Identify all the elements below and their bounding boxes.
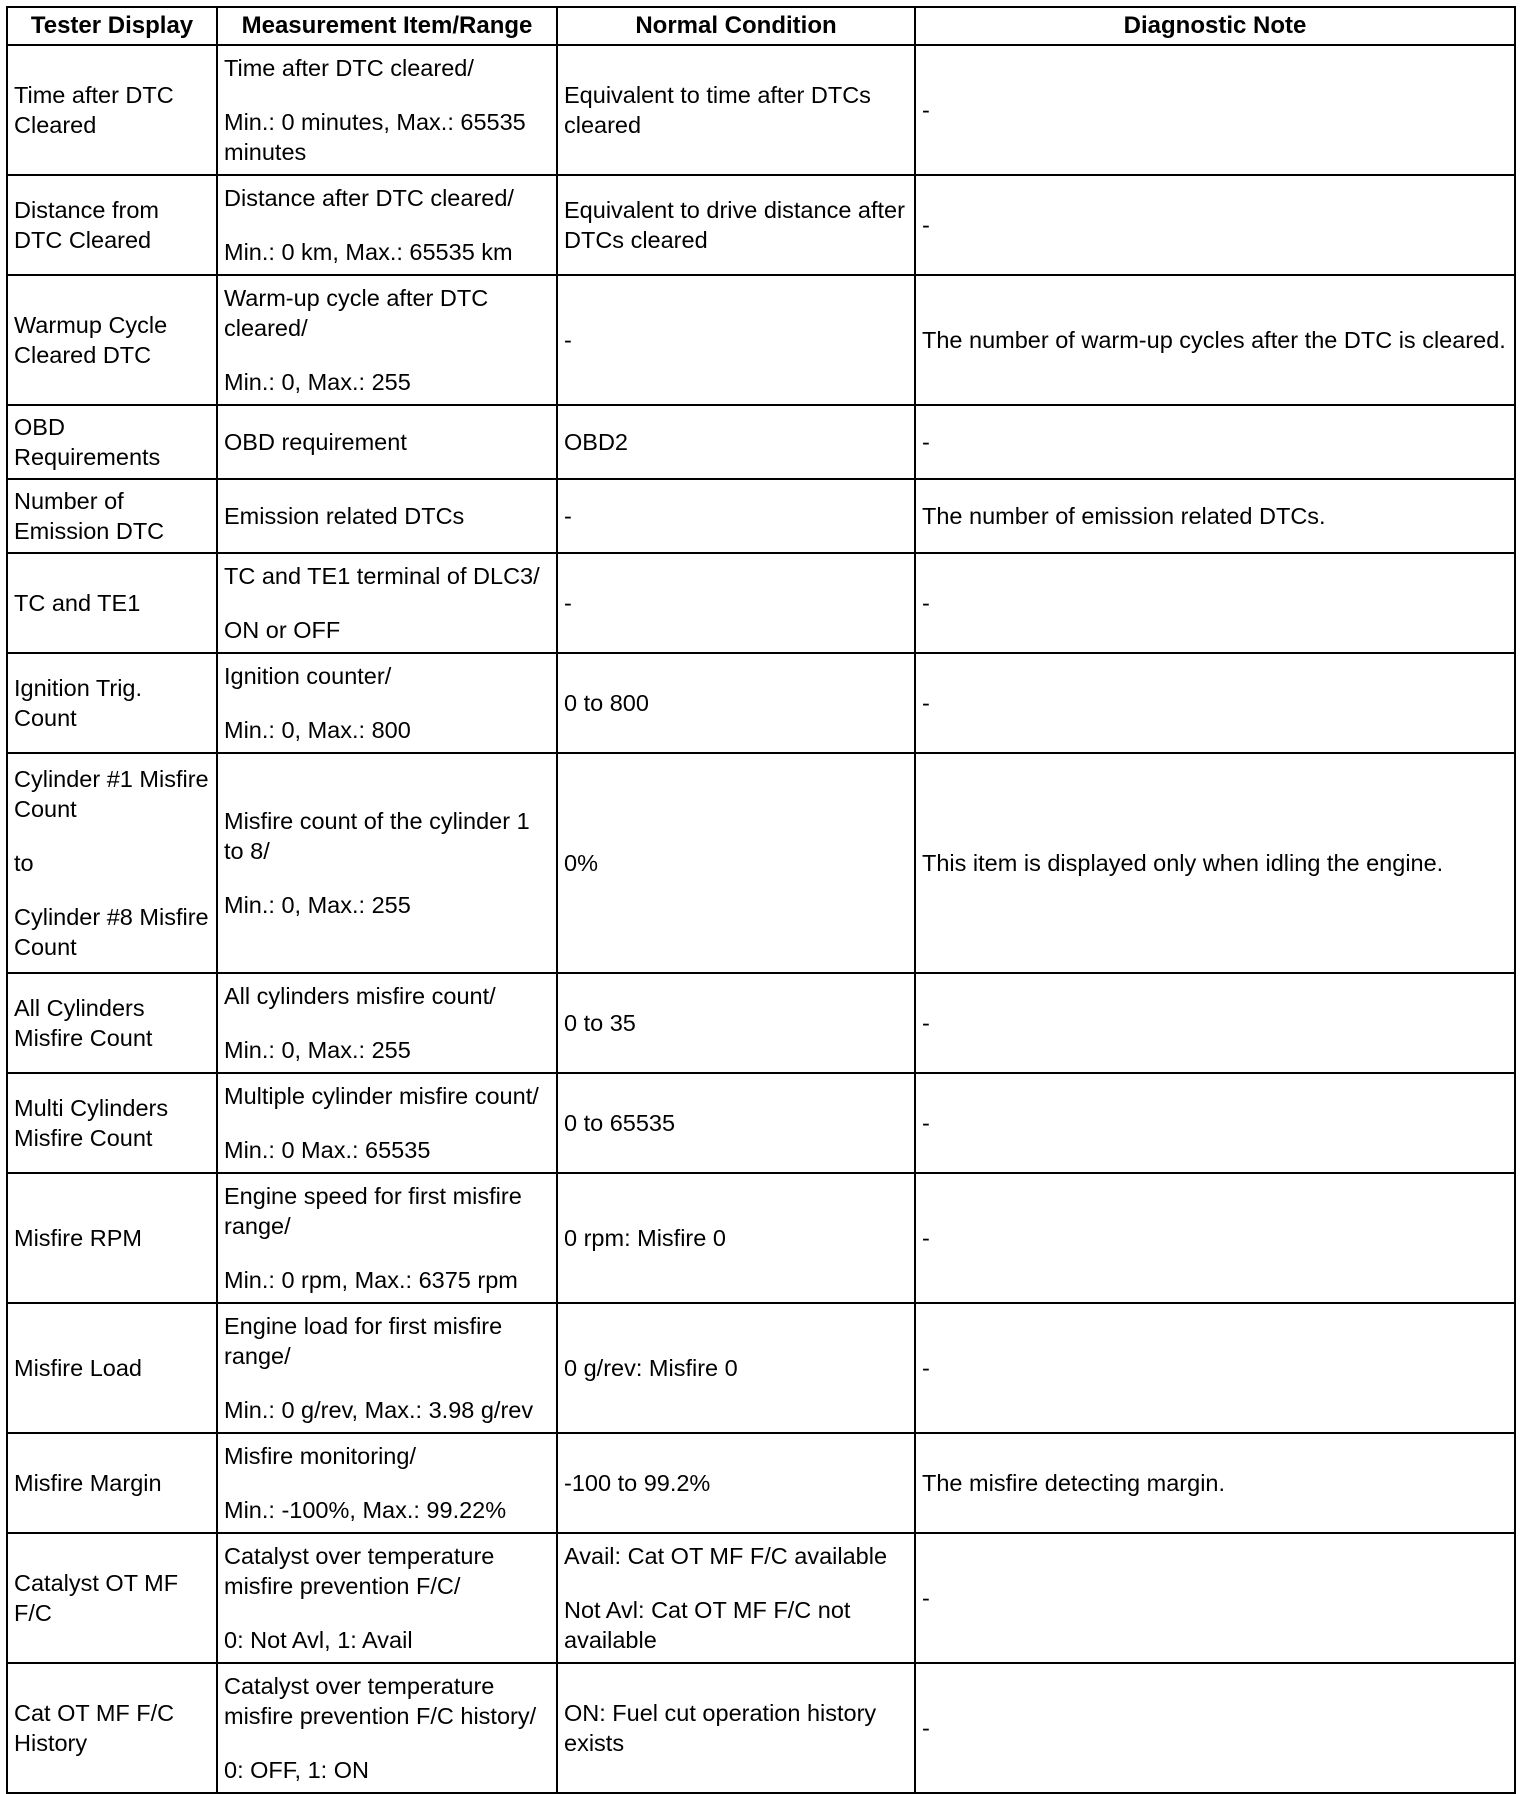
cell-measurement-item-range-text: Min.: 0, Max.: 255: [224, 1037, 411, 1063]
cell-tester-display-text: Cylinder #8 Misfire Count: [14, 904, 209, 960]
cell-tester-display-text: Distance from DTC Cleared: [14, 197, 159, 253]
cell-tester-display: [7, 1533, 217, 1663]
cell-diagnostic-note-text: This item is displayed only when idling the engine.: [922, 850, 1444, 876]
cell-measurement-item-range-text: Time after DTC cleared/: [224, 55, 474, 81]
table-header-row: [7, 7, 1515, 45]
cell-measurement-item-range-text: Catalyst over temperature misfire prevention F/C/: [224, 1543, 495, 1599]
cell-measurement-item-range-text: Min.: 0, Max.: 255: [224, 369, 411, 395]
cell-diagnostic-note: [915, 1533, 1515, 1663]
cell-measurement-item-range-text: Min.: 0 Max.: 65535: [224, 1137, 431, 1163]
cell-diagnostic-note: [915, 1073, 1515, 1173]
cell-tester-display-text: Catalyst OT MF F/C: [14, 1570, 179, 1626]
cell-diagnostic-note-text: -: [922, 1110, 930, 1136]
cell-measurement-item-range: [217, 275, 557, 405]
cell-tester-display: [7, 1433, 217, 1533]
cell-measurement-item-range: [217, 1663, 557, 1793]
header-tester-display: Tester Display: [7, 7, 217, 45]
table-row: [7, 45, 1515, 175]
cell-diagnostic-note: [915, 1433, 1515, 1533]
cell-measurement-item-range-text: Multiple cylinder misfire count/: [224, 1083, 539, 1109]
table-row: [7, 1173, 1515, 1303]
table-row: [7, 553, 1515, 653]
cell-normal-condition-text: -: [564, 590, 572, 616]
cell-diagnostic-note: [915, 479, 1515, 553]
cell-measurement-item-range-text: TC and TE1 terminal of DLC3/: [224, 563, 540, 589]
cell-normal-condition-text: -: [564, 327, 572, 353]
cell-normal-condition: [557, 753, 915, 973]
cell-measurement-item-range-text: Min.: -100%, Max.: 99.22%: [224, 1497, 507, 1523]
cell-tester-display-text: Misfire Margin: [14, 1470, 162, 1496]
table-row: [7, 175, 1515, 275]
cell-measurement-item-range: [217, 1073, 557, 1173]
cell-tester-display-text: Misfire Load: [14, 1355, 142, 1381]
cell-measurement-item-range-text: Min.: 0 minutes, Max.: 65535 minutes: [224, 109, 526, 165]
cell-tester-display-text: Multi Cylinders Misfire Count: [14, 1095, 169, 1151]
cell-measurement-item-range-text: Min.: 0 g/rev, Max.: 3.98 g/rev: [224, 1397, 534, 1423]
cell-measurement-item-range: [217, 45, 557, 175]
cell-normal-condition-text: Equivalent to time after DTCs cleared: [564, 82, 871, 138]
cell-tester-display-text: Cat OT MF F/C History: [14, 1700, 175, 1756]
cell-normal-condition-text: OBD2: [564, 429, 628, 455]
cell-normal-condition: [557, 973, 915, 1073]
cell-tester-display-text: Ignition Trig. Count: [14, 675, 143, 731]
cell-diagnostic-note: [915, 1303, 1515, 1433]
cell-tester-display: [7, 275, 217, 405]
cell-diagnostic-note-text: -: [922, 429, 930, 455]
cell-measurement-item-range-text: ON or OFF: [224, 617, 341, 643]
data-list-table-container: [6, 6, 1514, 1794]
cell-diagnostic-note-text: -: [922, 1355, 930, 1381]
cell-normal-condition-text: 0 to 800: [564, 690, 649, 716]
cell-diagnostic-note-text: -: [922, 1225, 930, 1251]
cell-measurement-item-range: [217, 653, 557, 753]
cell-tester-display: [7, 1073, 217, 1173]
cell-normal-condition: [557, 405, 915, 479]
cell-diagnostic-note: [915, 1173, 1515, 1303]
cell-measurement-item-range-text: Ignition counter/: [224, 663, 392, 689]
header-diagnostic-note: Diagnostic Note: [915, 7, 1515, 45]
cell-measurement-item-range-text: Min.: 0 rpm, Max.: 6375 rpm: [224, 1267, 518, 1293]
table-row: [7, 753, 1515, 973]
cell-diagnostic-note-text: The number of warm-up cycles after the DTC is cleared.: [922, 327, 1506, 353]
table-row: [7, 1433, 1515, 1533]
cell-normal-condition-text: Equivalent to drive distance after DTCs cleared: [564, 197, 905, 253]
cell-normal-condition-text: 0%: [564, 850, 598, 876]
table-row: [7, 479, 1515, 553]
cell-measurement-item-range-text: Engine load for first misfire range/: [224, 1313, 503, 1369]
cell-measurement-item-range-text: Warm-up cycle after DTC cleared/: [224, 285, 489, 341]
cell-diagnostic-note-text: -: [922, 1010, 930, 1036]
table-row: [7, 1073, 1515, 1173]
cell-normal-condition-text: Not Avl: Cat OT MF F/C not available: [564, 1597, 851, 1653]
table-row: [7, 405, 1515, 479]
cell-tester-display-text: Time after DTC Cleared: [14, 82, 174, 138]
cell-diagnostic-note: [915, 275, 1515, 405]
cell-tester-display: [7, 479, 217, 553]
cell-measurement-item-range-text: 0: OFF, 1: ON: [224, 1757, 369, 1783]
cell-tester-display-text: All Cylinders Misfire Count: [14, 995, 153, 1051]
cell-normal-condition-text: -100 to 99.2%: [564, 1470, 711, 1496]
cell-tester-display-text: Cylinder #1 Misfire Count: [14, 766, 209, 822]
cell-diagnostic-note-text: The misfire detecting margin.: [922, 1470, 1226, 1496]
cell-measurement-item-range-text: Min.: 0, Max.: 255: [224, 892, 411, 918]
cell-normal-condition: [557, 553, 915, 653]
cell-measurement-item-range-text: Engine speed for first misfire range/: [224, 1183, 522, 1239]
cell-normal-condition: [557, 1303, 915, 1433]
cell-normal-condition-text: 0 g/rev: Misfire 0: [564, 1355, 738, 1381]
table-row: [7, 275, 1515, 405]
cell-measurement-item-range: [217, 973, 557, 1073]
cell-measurement-item-range-text: All cylinders misfire count/: [224, 983, 496, 1009]
cell-measurement-item-range: [217, 1533, 557, 1663]
cell-measurement-item-range-text: Misfire count of the cylinder 1 to 8/: [224, 808, 530, 864]
cell-normal-condition: [557, 275, 915, 405]
cell-measurement-item-range-text: Min.: 0 km, Max.: 65535 km: [224, 239, 513, 265]
cell-measurement-item-range: [217, 553, 557, 653]
header-measurement-item-range: Measurement Item/Range: [217, 7, 557, 45]
cell-diagnostic-note-text: -: [922, 1715, 930, 1741]
cell-normal-condition: [557, 1433, 915, 1533]
cell-measurement-item-range-text: Catalyst over temperature misfire prevention F/C history/: [224, 1673, 537, 1729]
cell-tester-display-text: TC and TE1: [14, 590, 141, 616]
cell-measurement-item-range: [217, 405, 557, 479]
cell-tester-display: [7, 175, 217, 275]
cell-tester-display: [7, 45, 217, 175]
cell-tester-display: [7, 405, 217, 479]
cell-tester-display-text: Misfire RPM: [14, 1225, 142, 1251]
cell-tester-display: [7, 1303, 217, 1433]
cell-diagnostic-note: [915, 973, 1515, 1073]
cell-measurement-item-range: [217, 479, 557, 553]
cell-measurement-item-range-text: Min.: 0, Max.: 800: [224, 717, 411, 743]
cell-normal-condition: [557, 175, 915, 275]
cell-measurement-item-range: [217, 1433, 557, 1533]
cell-diagnostic-note: [915, 175, 1515, 275]
cell-diagnostic-note-text: -: [922, 590, 930, 616]
cell-measurement-item-range-text: Emission related DTCs: [224, 503, 465, 529]
cell-measurement-item-range-text: 0: Not Avl, 1: Avail: [224, 1627, 413, 1653]
header-normal-condition: Normal Condition: [557, 7, 915, 45]
cell-diagnostic-note: [915, 405, 1515, 479]
cell-tester-display-text: to: [14, 850, 34, 876]
cell-normal-condition-text: 0 to 35: [564, 1010, 636, 1036]
cell-diagnostic-note: [915, 553, 1515, 653]
cell-tester-display: [7, 1173, 217, 1303]
cell-measurement-item-range-text: OBD requirement: [224, 429, 407, 455]
table-row: [7, 1663, 1515, 1793]
cell-diagnostic-note-text: -: [922, 1585, 930, 1611]
cell-diagnostic-note: [915, 1663, 1515, 1793]
cell-measurement-item-range-text: Distance after DTC cleared/: [224, 185, 514, 211]
cell-diagnostic-note: [915, 45, 1515, 175]
cell-tester-display: [7, 653, 217, 753]
cell-normal-condition: [557, 1533, 915, 1663]
cell-tester-display: [7, 1663, 217, 1793]
cell-tester-display: [7, 973, 217, 1073]
cell-diagnostic-note: [915, 753, 1515, 973]
table-row: [7, 1533, 1515, 1663]
cell-normal-condition-text: 0 rpm: Misfire 0: [564, 1225, 726, 1251]
data-list-table: [6, 6, 1516, 1794]
cell-measurement-item-range: [217, 1303, 557, 1433]
cell-diagnostic-note-text: -: [922, 690, 930, 716]
cell-normal-condition: [557, 1073, 915, 1173]
cell-normal-condition: [557, 45, 915, 175]
cell-normal-condition-text: Avail: Cat OT MF F/C available: [564, 1543, 888, 1569]
cell-normal-condition: [557, 1173, 915, 1303]
cell-normal-condition-text: ON: Fuel cut operation history exists: [564, 1700, 877, 1756]
table-row: [7, 973, 1515, 1073]
cell-measurement-item-range: [217, 753, 557, 973]
cell-tester-display: [7, 553, 217, 653]
cell-tester-display-text: Warmup Cycle Cleared DTC: [14, 312, 168, 368]
cell-diagnostic-note-text: The number of emission related DTCs.: [922, 503, 1326, 529]
cell-normal-condition: [557, 1663, 915, 1793]
table-row: [7, 653, 1515, 753]
cell-normal-condition-text: -: [564, 503, 572, 529]
cell-normal-condition: [557, 479, 915, 553]
cell-normal-condition-text: 0 to 65535: [564, 1110, 676, 1136]
cell-tester-display-text: OBD Requirements: [14, 414, 161, 470]
cell-diagnostic-note: [915, 653, 1515, 753]
cell-diagnostic-note-text: -: [922, 97, 930, 123]
cell-measurement-item-range-text: Misfire monitoring/: [224, 1443, 416, 1469]
table-body: [7, 45, 1515, 1793]
cell-diagnostic-note-text: -: [922, 212, 930, 238]
cell-measurement-item-range: [217, 175, 557, 275]
cell-normal-condition: [557, 653, 915, 753]
cell-tester-display: [7, 753, 217, 973]
cell-tester-display-text: Number of Emission DTC: [14, 488, 165, 544]
cell-measurement-item-range: [217, 1173, 557, 1303]
table-row: [7, 1303, 1515, 1433]
